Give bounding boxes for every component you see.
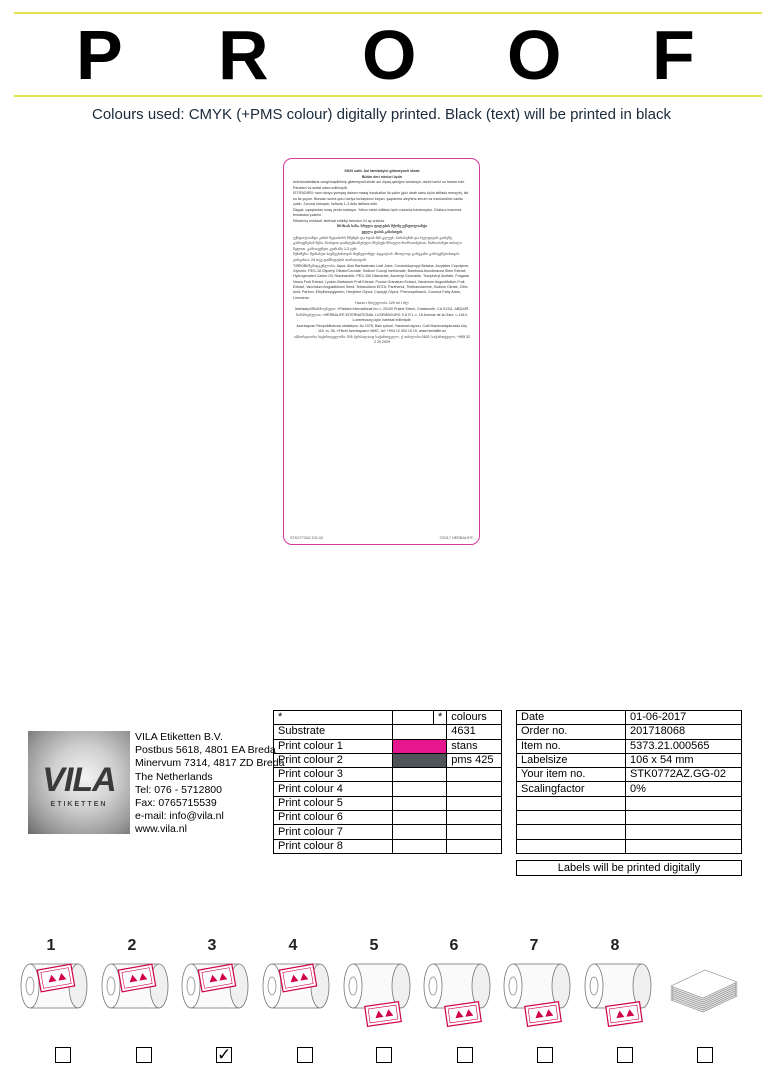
order-field-label: Scalingfactor: [517, 782, 626, 796]
order-field-label: Labelsize: [517, 753, 626, 767]
order-field-label: [517, 796, 626, 810]
roll-core: [268, 977, 276, 995]
proof-letter: O: [362, 16, 417, 94]
label-roll-icon: [97, 956, 177, 1028]
winding-number: 4: [288, 937, 298, 954]
label-roll-icon: [258, 956, 338, 1028]
print-colour-name: Print colour 7: [274, 825, 393, 839]
label-line: Bütün deri növləri üçün: [361, 174, 403, 179]
roll-core: [107, 977, 115, 995]
colour-swatch: [393, 782, 447, 796]
winding-number: 2: [127, 937, 137, 954]
order-table: [516, 710, 742, 854]
order-field-value: [626, 811, 742, 825]
company-line: e-mail: info@vila.nl: [135, 810, 224, 823]
label-roll-icon: [419, 956, 499, 1028]
colours-row: [274, 725, 502, 739]
label-roll-icon: [580, 956, 660, 1028]
label-code: STK0772AZ.GG-02: [290, 536, 324, 540]
winding-checkbox[interactable]: [297, 1047, 313, 1063]
winding-number: 1: [46, 937, 56, 954]
winding-checkbox[interactable]: [617, 1047, 633, 1063]
winding-checkbox[interactable]: [457, 1047, 473, 1063]
winding-checkbox[interactable]: [537, 1047, 553, 1063]
order-field-label: [517, 811, 626, 825]
roll-end: [552, 964, 570, 1008]
label-line: ექსფოლიანტი კანის ზედაპირს წმენდს და ხდის მას გლუვს. პარაბენის და სულფატის გარეშე.: [293, 235, 453, 240]
order-row: [517, 796, 742, 810]
order-row: [517, 839, 742, 853]
colours-row: [274, 796, 502, 810]
proof-letter: F: [652, 16, 695, 94]
colour-value: [447, 839, 502, 853]
colour-swatch: [393, 725, 447, 739]
order-row: [517, 825, 742, 839]
company-line: VILA Etiketten B.V.: [135, 731, 223, 743]
print-colour-name: Print colour 3: [274, 768, 393, 782]
winding-number: 8: [610, 937, 620, 954]
logo-text: VILA: [42, 761, 116, 799]
colour-swatch: [393, 825, 447, 839]
winding-option: [419, 937, 489, 1010]
winding-option: [663, 940, 733, 1010]
proof-letter: R: [218, 16, 269, 94]
company-line: Postbus 5618, 4801 EA Breda: [135, 744, 276, 757]
order-field-value: 106 x 54 mm: [626, 753, 742, 767]
colours-row: [274, 782, 502, 796]
roll-end: [633, 964, 651, 1008]
label-sample: [525, 1002, 561, 1027]
company-line: Tel: 076 - 5712800: [135, 783, 222, 796]
order-row: [517, 725, 742, 739]
colours-row: [274, 825, 502, 839]
roll-core: [187, 977, 195, 995]
label-line: გამოყენების წესი: წაისვით დამატენიანებელი მსუბუქი წრიული მოძრაობებით, ჩამოიბანეთ თბილი წყლით. გამოიყენეთ კვირაში 1-3 ჯერ.: [293, 241, 462, 251]
colours-table-header: [274, 711, 502, 725]
order-field-label: Date: [517, 711, 626, 725]
winding-option: [16, 937, 86, 1010]
order-field-label: [517, 825, 626, 839]
label-proof: [283, 158, 480, 545]
company-line: Minervum 7314, 4817 ZD Breda: [135, 757, 285, 770]
winding-number: 7: [529, 937, 539, 954]
digital-print-note: Labels will be printed digitally: [516, 860, 742, 876]
roll-end: [392, 964, 410, 1008]
order-field-label: Order no.: [517, 725, 626, 739]
print-colour-name: Print colour 8: [274, 839, 393, 853]
colours-row: [274, 739, 502, 753]
header-cell: *: [274, 711, 393, 725]
order-field-value: STK0772AZ.GG-02: [626, 768, 742, 782]
colour-value: [447, 796, 502, 810]
label-roll-icon: [177, 956, 257, 1028]
colour-value: [447, 811, 502, 825]
label-line: Antioksidantlarla zənginləşdirilmiş gilameyvali skrab əni ölçaq qabığını təmizləyir, dərini təmiz və hamar edir. Paraben və sulfat olaxo edilməyib.: [293, 180, 465, 190]
company-line: www.vila.nl: [135, 823, 187, 836]
colour-value: [447, 768, 502, 782]
top-rule: [14, 12, 762, 14]
label-line: Həcm • მოცულობა: 120 ml • მლ: [355, 301, 409, 306]
colour-value: [447, 825, 502, 839]
company-address: [135, 731, 284, 837]
label-stack-icon: [663, 956, 743, 1028]
logo-subtext: ETIKETTEN: [50, 801, 108, 808]
colour-swatch: [393, 796, 447, 810]
winding-checkbox[interactable]: [216, 1047, 232, 1063]
print-colour-name: Print colour 5: [274, 796, 393, 810]
winding-checkbox[interactable]: [376, 1047, 392, 1063]
winding-option: [339, 937, 409, 1010]
order-field-value: 201718068: [626, 725, 742, 739]
label-sample: [365, 1002, 401, 1027]
print-colour-name: Print colour 1: [274, 739, 393, 753]
print-colour-name: Substrate: [274, 725, 393, 739]
order-row: [517, 811, 742, 825]
label-copyright: ©2017 HERBALIFE: [439, 536, 473, 540]
order-field-label: Your item no.: [517, 768, 626, 782]
label-roll-icon: [16, 956, 96, 1028]
label-line: Diqqət: uşaqlardan uzaq yerdə saxlayın. Yalnız xarici istifadə üçün nəzərdə tutulmuşdur. Gözlərə toxunma temasdən çəkinin.: [293, 207, 462, 217]
vila-logo: [28, 731, 130, 834]
order-field-value: [626, 839, 742, 853]
colour-swatch: [393, 811, 447, 825]
winding-number: 6: [449, 937, 459, 954]
colour-swatch: [393, 839, 447, 853]
colours-used-note: Colours used: CMYK (+PMS colour) digitally printed. Black (text) will be printed in black: [92, 106, 671, 123]
check-mark-icon: ✓: [217, 1045, 232, 1064]
company-line: The Netherlands: [135, 770, 213, 783]
colours-row: [274, 811, 502, 825]
colours-table: [273, 710, 502, 854]
print-colour-name: Print colour 6: [274, 811, 393, 825]
colours-row: [274, 768, 502, 782]
print-colour-name: Print colour 2: [274, 753, 393, 767]
roll-core: [429, 977, 437, 995]
label-roll-icon: [499, 956, 579, 1028]
header-cell: *: [434, 711, 447, 725]
roll-end: [472, 964, 490, 1008]
winding-option: [97, 937, 167, 1010]
winding-number: 5: [369, 937, 379, 954]
order-field-value: 0%: [626, 782, 742, 796]
winding-checkbox[interactable]: [697, 1047, 713, 1063]
label-line: Etibarlılıq müddəti: istehsal edildiyi tarixdən 24 ay ərzində.: [293, 218, 386, 223]
colour-value: pms 425: [447, 753, 502, 767]
label-roll-icon: [339, 956, 419, 1028]
roll-core: [349, 977, 357, 995]
roll-core: [590, 977, 598, 995]
label-sample: [606, 1002, 642, 1027]
order-row: [517, 711, 742, 725]
order-field-value: 5373.21.000565: [626, 739, 742, 753]
company-line: Fax: 0765715539: [135, 797, 217, 810]
label-sample: [445, 1002, 481, 1027]
winding-number: 3: [207, 937, 217, 954]
label-line: SKIN sotti. Aol tamizlayici gilameyoeli skrab: [344, 169, 420, 173]
proof-letter: O: [507, 16, 562, 94]
proof-letter: P: [76, 16, 123, 94]
order-row: [517, 753, 742, 767]
order-field-label: Item no.: [517, 739, 626, 753]
label-line: İSTİFADƏSİ: nəm dəriyə yumşaq dairəvi masaj hərəkətləri ilə çəkin (göz ətrafı sahə üçün istifadə etməyin), isti su ilə yuyun. Bundan sonra quru dəriyə tonlaşdırıcı keyən, şəqlanma əleyhinə serum və nəmləndirici vasitə çəkin. Zərurət olduqda, həftədə 1-3 dəfə istifadə edin.: [293, 191, 469, 206]
order-field-value: [626, 796, 742, 810]
label-line: İstehsalçı/მწარმოებელი: «Pabiant International Inc.», 20100 Prairie Street, Chatsworth, CA 91311, ABŞ/აშშ.: [294, 306, 470, 311]
roll-core: [26, 977, 34, 995]
colours-row: [274, 753, 502, 767]
label-line: ყველა ტიპის კანისთვის: [361, 230, 403, 234]
winding-option: [177, 937, 247, 1010]
bottom-rule: [14, 95, 762, 97]
header-cell: colours: [447, 711, 502, 725]
order-field-value: [626, 825, 742, 839]
winding-option: [258, 937, 328, 1010]
order-row: [517, 739, 742, 753]
label-line: ვარგისია: 24 თვე დამზადების თარიღიდან.: [293, 258, 367, 263]
label-line: იმპორტიორი საქართველოში: შპს ჰერბალაიფ საქართველო, ქ. თბილისი 0162, საქართველო, +995 32 2 20 2929: [293, 334, 471, 344]
header-cell: [393, 711, 434, 725]
winding-checkbox[interactable]: [55, 1047, 71, 1063]
order-row: [517, 782, 742, 796]
colour-swatch: [393, 739, 447, 753]
colour-swatch: [393, 768, 447, 782]
label-line: წარმოებულია: «HERBALIFE INTERNATIONAL LUXEMBOURG S.À R.L.», 16 Avenue de la Gare, L-1610, Luxembourg üçün istehsal edilmişdir.: [296, 312, 468, 322]
colours-row: [274, 839, 502, 853]
label-text: [293, 169, 471, 346]
order-field-label: [517, 839, 626, 853]
colour-swatch: [393, 753, 447, 767]
colour-value: [447, 782, 502, 796]
order-row: [517, 768, 742, 782]
roll-core: [509, 977, 517, 995]
winding-checkbox[interactable]: [136, 1047, 152, 1063]
order-field-value: 01-06-2017: [626, 711, 742, 725]
label-line: Azərbaycan Respublikasına idxalatçısı: Az 1078, Bakı şəhəri, Yasamal rayonu, Cəlil Məmmədquluzadə küç. 118, m. 35, «Fikret Azerbaycan» MMC, tel: +994 12 404 15 15, www.herbalife.az: [296, 323, 468, 333]
colour-value: stans: [447, 739, 502, 753]
label-line: SKIN-ის ხანა. სრული ფილების მქონე ექსფოლიანტი: [336, 224, 428, 229]
label-line: შენიშვნა: შეინახეთ ბავშვებისთვის მიუწვდომელ ადგილას. მხოლოდ გარეგანი გამოყენებისთვის.: [293, 252, 461, 257]
winding-option: [580, 937, 650, 1010]
colour-value: 4631: [447, 725, 502, 739]
winding-option: [499, 937, 569, 1010]
print-colour-name: Print colour 4: [274, 782, 393, 796]
label-line: TƏRKİBİ/შემადგენლობა: Aqua, Aloe Barbadensis Leaf Juice, Cocamidopropyl Betaine, Acrylates Copolymer, Glycerin, PEG-18 Glyceryl Oleate/Cocoate, Sodium Cocoyl Isethionate, Bambusa Arundinacea Stem Extract, Hydrogenated Castor Oil, Niacinamide, PEG-150 Distearate, Ascorbyl Glucoside, Tocopheryl Acetate, Fragaria Vesca Fruit Extract, Lycium Barbarum Fruit Extract, Punica Granatum Extract, Vaccinium Angustifolium Fruit Extract, Vaccinium Angustifolium Seed, Tetrasodium EDTA, Panthenol, Triethanolamine, Sodium Citrate, Citric Acid, Parfum, Ethylhexylglycerin, Hexylene Glycol, Caprylyl Glycol, Phenoxyethanol, Coconut Fatty Acids, Limonene.: [293, 263, 470, 300]
